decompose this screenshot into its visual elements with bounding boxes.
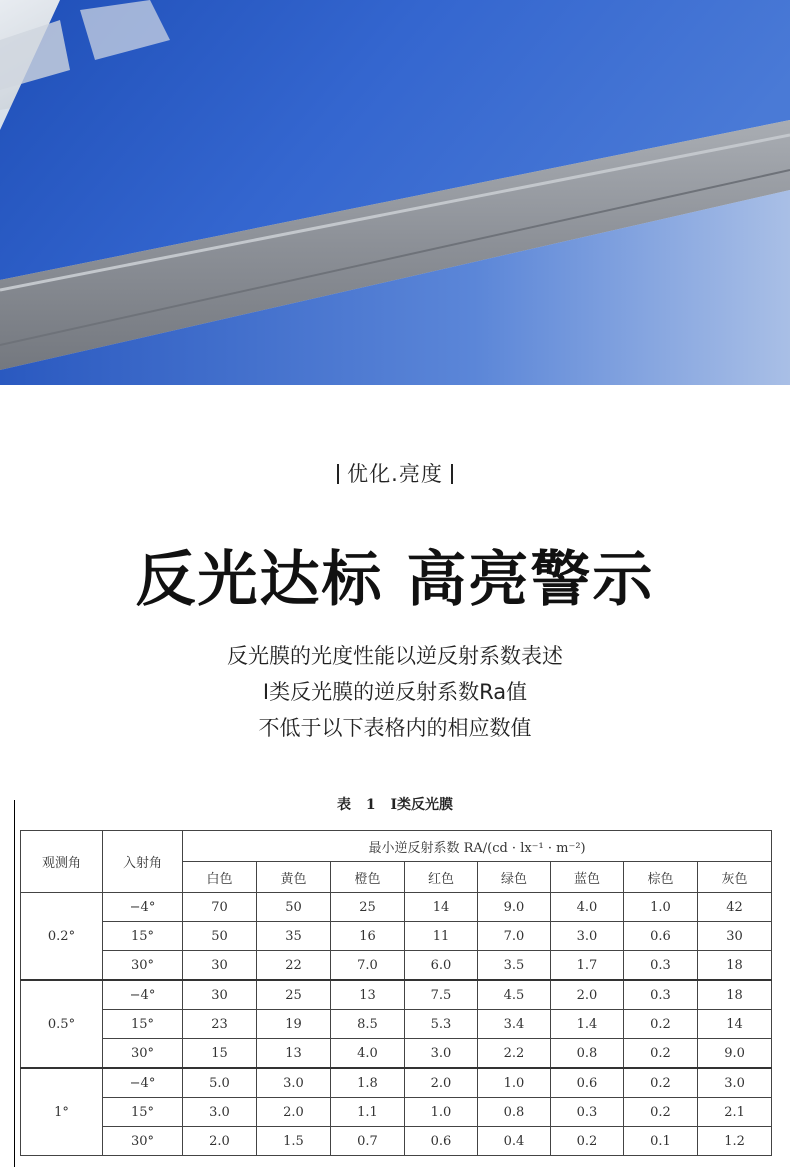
coefficient-cell: 23	[183, 1010, 257, 1039]
coefficient-cell: 13	[331, 980, 405, 1010]
coefficient-cell: 0.1	[624, 1127, 698, 1156]
coefficient-cell: 3.0	[551, 922, 624, 951]
coefficient-cell: 4.0	[331, 1039, 405, 1069]
coefficient-cell: 1.4	[551, 1010, 624, 1039]
table-number: 表 1	[336, 797, 376, 813]
coefficient-cell: 3.0	[183, 1098, 257, 1127]
coefficient-cell: 11	[405, 922, 478, 951]
coefficient-cell: 0.6	[624, 922, 698, 951]
coefficient-cell: 70	[183, 893, 257, 922]
header-color: 灰色	[698, 862, 772, 893]
table-body	[21, 893, 772, 1156]
description	[0, 638, 790, 746]
observation-angle-cell: 0.5°	[21, 980, 103, 1068]
coefficient-cell: 2.0	[405, 1068, 478, 1098]
observation-angle-cell: 0.2°	[21, 893, 103, 981]
table-row	[21, 1039, 772, 1069]
coefficient-cell: 50	[183, 922, 257, 951]
incidence-angle-cell: −4°	[103, 980, 183, 1010]
tagline-text: 优化.亮度	[347, 462, 443, 486]
table-row	[21, 1098, 772, 1127]
description-line: 反光膜的光度性能以逆反射系数表述	[227, 644, 563, 668]
coefficient-cell: 0.8	[478, 1098, 551, 1127]
table-title: Ⅰ类反光膜	[390, 797, 454, 813]
coefficient-cell: 0.6	[405, 1127, 478, 1156]
coefficient-cell: 2.0	[551, 980, 624, 1010]
coefficient-cell: 3.0	[257, 1068, 331, 1098]
coefficient-cell: 5.0	[183, 1068, 257, 1098]
coefficient-cell: 0.6	[551, 1068, 624, 1098]
coefficient-cell: 1.7	[551, 951, 624, 981]
header-coefficient: 最小逆反射系数 RA/(cd · lx⁻¹ · m⁻²)	[183, 831, 772, 862]
coefficient-cell: 0.2	[624, 1039, 698, 1069]
coefficient-cell: 14	[405, 893, 478, 922]
coefficient-cell: 0.2	[624, 1098, 698, 1127]
coefficient-cell: 1.0	[405, 1098, 478, 1127]
incidence-angle-cell: 15°	[103, 922, 183, 951]
scan-edge-line	[14, 800, 15, 1167]
coefficient-cell: 18	[698, 951, 772, 981]
coefficient-cell: 50	[257, 893, 331, 922]
page-headline: 反光达标 高亮警示	[135, 545, 655, 615]
section-tagline	[0, 458, 790, 488]
coefficient-cell: 0.2	[624, 1068, 698, 1098]
coefficient-cell: 4.0	[551, 893, 624, 922]
coefficient-cell: 35	[257, 922, 331, 951]
incidence-angle-cell: 15°	[103, 1010, 183, 1039]
header-color: 黄色	[257, 862, 331, 893]
header-color: 蓝色	[551, 862, 624, 893]
coefficient-cell: 0.4	[478, 1127, 551, 1156]
coefficient-cell: 3.5	[478, 951, 551, 981]
coefficient-cell: 42	[698, 893, 772, 922]
coefficient-cell: 6.0	[405, 951, 478, 981]
coefficient-cell: 30	[698, 922, 772, 951]
coefficient-cell: 16	[331, 922, 405, 951]
coefficient-cell: 30	[183, 980, 257, 1010]
retroreflection-table	[20, 830, 771, 1156]
coefficient-cell: 5.3	[405, 1010, 478, 1039]
coefficient-cell: 2.0	[257, 1098, 331, 1127]
coefficient-cell: 4.5	[478, 980, 551, 1010]
description-line: 不低于以下表格内的相应数值	[258, 716, 532, 740]
coefficient-cell: 1.8	[331, 1068, 405, 1098]
coefficient-cell: 1.0	[478, 1068, 551, 1098]
coefficient-cell: 3.4	[478, 1010, 551, 1039]
coefficient-cell: 0.2	[624, 1010, 698, 1039]
coefficient-cell: 1.1	[331, 1098, 405, 1127]
coefficient-cell: 25	[331, 893, 405, 922]
coefficient-cell: 18	[698, 980, 772, 1010]
divider-bar-left	[337, 464, 339, 484]
spec-table	[20, 830, 772, 1156]
coefficient-cell: 0.3	[624, 980, 698, 1010]
header-color: 红色	[405, 862, 478, 893]
coefficient-cell: 30	[183, 951, 257, 981]
coefficient-cell: 1.0	[624, 893, 698, 922]
incidence-angle-cell: 15°	[103, 1098, 183, 1127]
coefficient-cell: 9.0	[698, 1039, 772, 1069]
hero-photo	[0, 0, 790, 385]
table-row	[21, 1127, 772, 1156]
incidence-angle-cell: −4°	[103, 893, 183, 922]
header-observation-angle: 观测角	[21, 831, 103, 893]
coefficient-cell: 14	[698, 1010, 772, 1039]
incidence-angle-cell: 30°	[103, 951, 183, 981]
coefficient-cell: 25	[257, 980, 331, 1010]
coefficient-cell: 9.0	[478, 893, 551, 922]
coefficient-cell: 15	[183, 1039, 257, 1069]
coefficient-cell: 7.0	[331, 951, 405, 981]
coefficient-cell: 0.7	[331, 1127, 405, 1156]
coefficient-cell: 2.0	[183, 1127, 257, 1156]
coefficient-cell: 3.0	[405, 1039, 478, 1069]
reflective-sign-image	[0, 0, 790, 385]
coefficient-cell: 3.0	[698, 1068, 772, 1098]
table-row	[21, 922, 772, 951]
table-row	[21, 893, 772, 922]
header-color: 白色	[183, 862, 257, 893]
table-row	[21, 1010, 772, 1039]
header-color: 橙色	[331, 862, 405, 893]
header-color: 棕色	[624, 862, 698, 893]
divider-bar-right	[451, 464, 453, 484]
coefficient-cell: 19	[257, 1010, 331, 1039]
table-caption	[0, 794, 790, 814]
coefficient-cell: 13	[257, 1039, 331, 1069]
coefficient-cell: 2.2	[478, 1039, 551, 1069]
coefficient-cell: 1.5	[257, 1127, 331, 1156]
incidence-angle-cell: −4°	[103, 1068, 183, 1098]
coefficient-cell: 0.3	[624, 951, 698, 981]
table-row	[21, 951, 772, 981]
coefficient-cell: 0.8	[551, 1039, 624, 1069]
coefficient-cell: 22	[257, 951, 331, 981]
coefficient-cell: 0.3	[551, 1098, 624, 1127]
observation-angle-cell: 1°	[21, 1068, 103, 1156]
description-line: I类反光膜的逆反射系数Ra值	[262, 680, 528, 704]
table-row	[21, 1068, 772, 1098]
header-color: 绿色	[478, 862, 551, 893]
incidence-angle-cell: 30°	[103, 1127, 183, 1156]
coefficient-cell: 2.1	[698, 1098, 772, 1127]
coefficient-cell: 7.5	[405, 980, 478, 1010]
coefficient-cell: 0.2	[551, 1127, 624, 1156]
coefficient-cell: 7.0	[478, 922, 551, 951]
header-incidence-angle: 入射角	[103, 831, 183, 893]
coefficient-cell: 8.5	[331, 1010, 405, 1039]
coefficient-cell: 1.2	[698, 1127, 772, 1156]
incidence-angle-cell: 30°	[103, 1039, 183, 1069]
table-row	[21, 980, 772, 1010]
